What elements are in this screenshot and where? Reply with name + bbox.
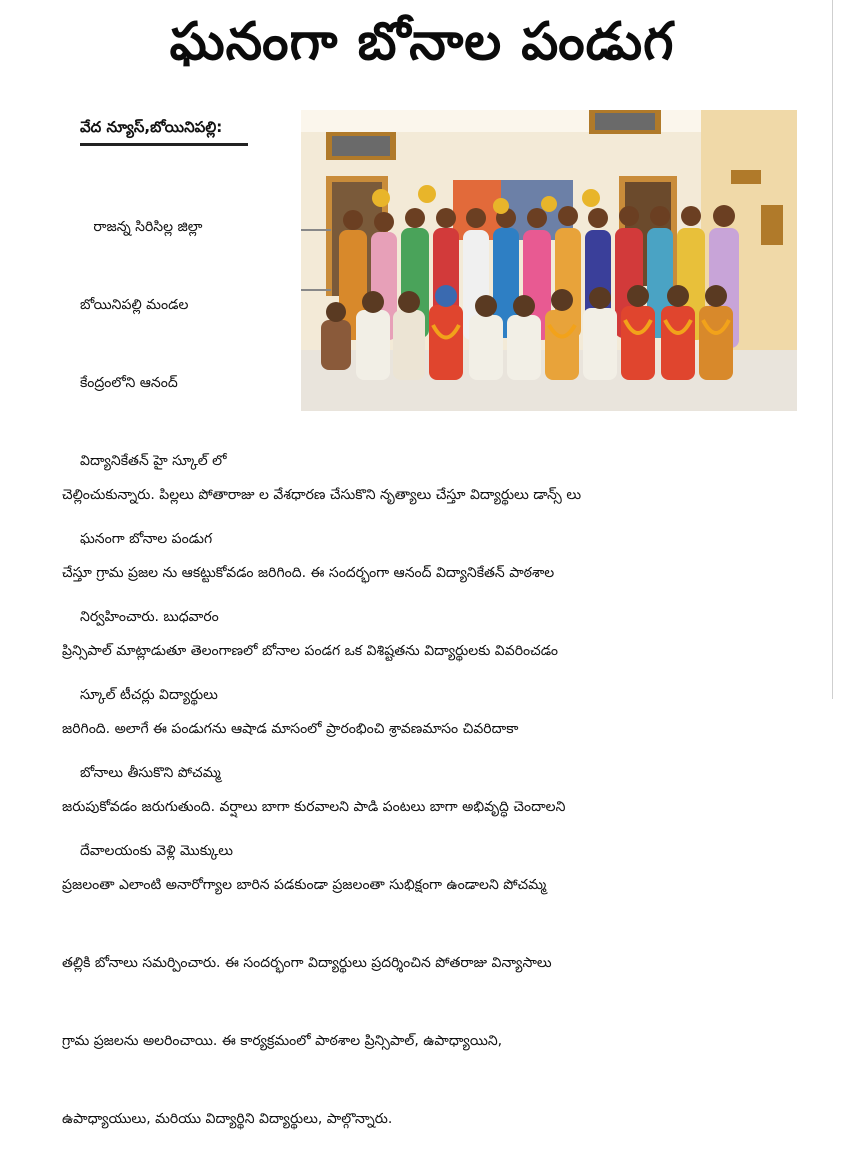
photo-window [761, 205, 783, 245]
page-border [832, 0, 833, 699]
text-line: ప్రిన్సిపాల్ మాట్లాడుతూ తెలంగాణలో బోనాల పండగ ఒక విశిష్టతను విద్యార్థులకు వివరించడం [62, 643, 559, 659]
text-line: విద్యానికేతన్ హై స్కూల్ లో [80, 453, 227, 469]
text-line: చెల్లించుకున్నారు. పిల్లలు పోతారాజు ల వేశధారణ చేసుకొని నృత్యాలు చేస్తూ విద్యార్థులు డాన్స్ లు [62, 487, 582, 503]
text-line: జరుపుకోవడం జరుగుతుంది. వర్షాలు బాగా కురవాలని పాడి పంటలు బాగా అభివృద్ధి చెందాలని [62, 799, 566, 815]
text-line: దేవాలయంకు వెళ్లి మొక్కులు [80, 843, 233, 859]
photo-window-glass [332, 136, 390, 156]
text-line: తల్లికి బోనాలు సమర్పించారు. ఈ సందర్భంగా విద్యార్థులు ప్రదర్శించిన పోతరాజు విన్యాసాలు [62, 955, 552, 971]
text-line: నిర్వహించారు. బుధవారం [80, 609, 219, 625]
text-line: గ్రామ ప్రజలను అలరించాయి. ఈ కార్యక్రమంలో పాఠశాల ప్రిన్సిపాల్, ఉపాధ్యాయిని, [62, 1033, 503, 1049]
text-line: ప్రజలంతా ఎలాంటి అనారోగ్యాల బారిన పడకుండా ప్రజలంతా సుభిక్షంగా ఉండాలని పోచమ్మ [62, 877, 547, 893]
text-line: ఉపాధ్యాయులు, మరియు విద్యార్థిని విద్యార్థులు, పాల్గొన్నారు. [62, 1111, 393, 1127]
text-line: జరిగింది. అలాగే ఈ పండుగను ఆషాడ మాసంలో ప్రారంభించి శ్రావణమాసం చివరిదాకా [62, 721, 519, 737]
text-line: బోయినిపల్లి మండల [80, 297, 189, 313]
photo-people-front-row [321, 285, 733, 380]
headline: ఘనంగా బోనాల పండుగ [169, 12, 675, 72]
photo-window-glass [595, 113, 655, 130]
text-line: ఘనంగా బోనాల పండుగ [80, 531, 213, 547]
dateline-underline [80, 143, 248, 146]
news-photo [301, 110, 797, 411]
text-line: స్కూల్ టీచర్లు విద్యార్థులు [80, 687, 218, 703]
text-line: రాజన్న సిరిసిల్ల జిల్లా [80, 219, 203, 235]
photo-illustration [301, 110, 797, 411]
text-line: కేంద్రంలోని ఆనంద్ [80, 375, 178, 391]
article-body-text [62, 430, 822, 1158]
text-line: చేస్తూ గ్రామ ప్రజల ను ఆకట్టుకోవడం జరిగింది. ఈ సందర్భంగా ఆనంద్ విద్యానికేతన్ పాఠశాల [62, 565, 555, 581]
photo-window [731, 170, 761, 184]
text-line: బోనాలు తీసుకొని పోచమ్మ [80, 765, 221, 781]
dateline: వేద న్యూస్,బోయినిపల్లి: [80, 118, 223, 136]
